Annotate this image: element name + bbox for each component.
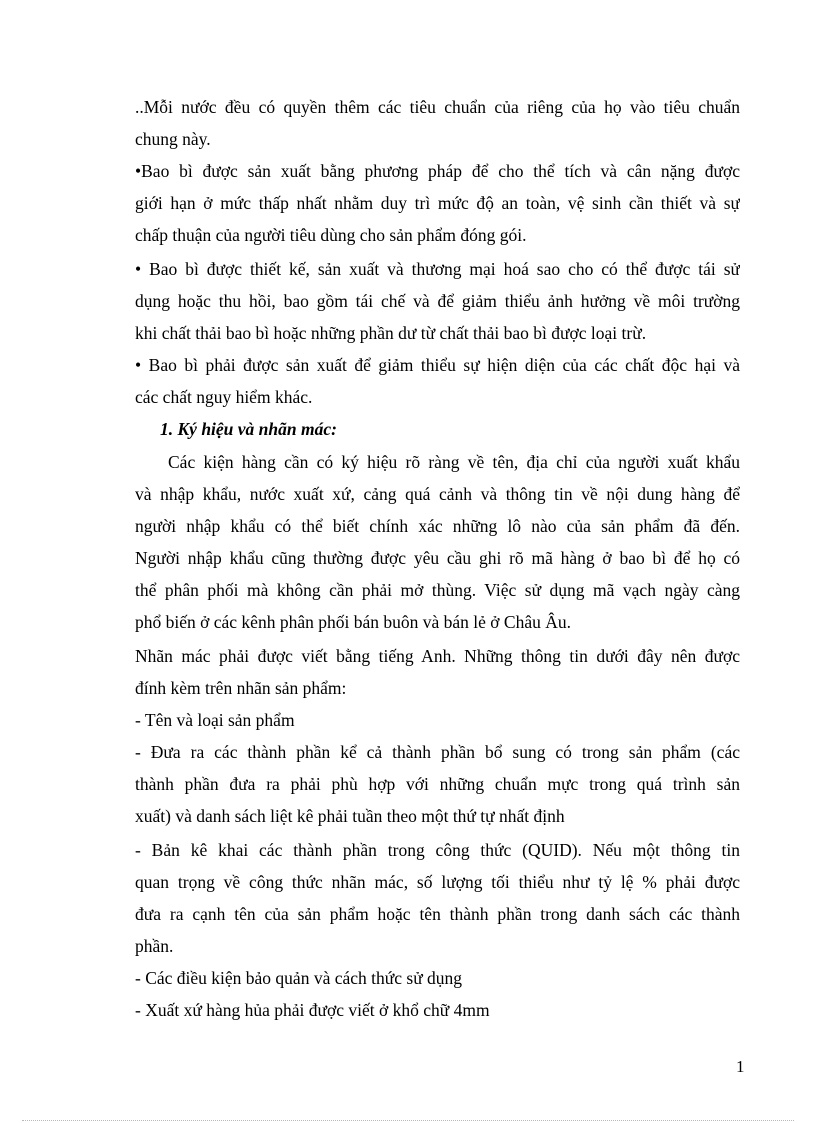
list-item: - Tên và loại sản phẩm (135, 710, 295, 730)
text-line: dụng hoặc thu hồi, bao gồm tái chế và để giảm thiểu ảnh hưởng về môi trường (135, 291, 740, 311)
text-line: người nhập khẩu có thể biết chính xác những lô nào của sản phẩm đã đến. (135, 516, 740, 536)
text-line: thành phần đưa ra phải phù hợp với những chuẩn mực trong quá trình sản (135, 774, 740, 794)
text-line: xuất) và danh sách liệt kê phải tuần theo một thứ tự nhất định (135, 806, 565, 826)
text-line: chấp thuận của người tiêu dùng cho sản phẩm đóng gói. (135, 225, 527, 245)
text-line: Các kiện hàng cần có ký hiệu rõ ràng về tên, địa chỉ của người xuất khẩu (168, 452, 740, 472)
page-number: 1 (736, 1057, 745, 1076)
list-item: - Xuất xứ hàng hủa phải được viết ở khổ chữ 4mm (135, 1000, 490, 1020)
section-heading: 1. Ký hiệu và nhãn mác: (160, 419, 337, 439)
text-line: Nhãn mác phải được viết bằng tiếng Anh. Những thông tin dưới đây nên được (135, 646, 740, 666)
text-line: khi chất thải bao bì hoặc những phần dư từ chất thải bao bì được loại trừ. (135, 323, 647, 343)
list-item: - Các điều kiện bảo quản và cách thức sử dụng (135, 968, 463, 988)
text-line: phần. (135, 936, 174, 956)
text-line: và nhập khẩu, nước xuất xứ, cảng quá cảnh và thông tin về nội dung hàng để (135, 484, 740, 504)
text-line: phổ biến ở các kênh phân phối bán buôn và bán lẻ ở Châu Âu. (135, 612, 571, 632)
text-line: đưa ra cạnh tên của sản phẩm hoặc tên thành phần trong danh sách các thành (135, 904, 740, 924)
text-line: thể phân phối mà không cần phải mở thùng. Việc sử dụng mã vạch ngày càng (135, 580, 740, 600)
text-line: chung này. (135, 129, 211, 149)
text-line: quan trọng về công thức nhãn mác, số lượng tối thiểu như tỷ lệ % phải được (135, 872, 740, 892)
text-line: •Bao bì được sản xuất bằng phương pháp để cho thể tích và cân nặng được (135, 161, 740, 181)
text-line: Người nhập khẩu cũng thường được yêu cầu ghi rõ mã hàng ở bao bì để họ có (135, 548, 740, 568)
text-line: • Bao bì được thiết kế, sản xuất và thương mại hoá sao cho có thể được tái sử (135, 259, 740, 279)
text-line: • Bao bì phải được sản xuất để giảm thiểu sự hiện diện của các chất độc hại và (135, 355, 740, 375)
page-bottom-divider (22, 1120, 794, 1121)
text-line: đính kèm trên nhãn sản phẩm: (135, 678, 347, 698)
text-line: giới hạn ở mức thấp nhất nhằm duy trì mức độ an toàn, vệ sinh cần thiết và sự (135, 193, 740, 213)
list-item: - Bản kê khai các thành phần trong công thức (QUID). Nếu một thông tin (135, 840, 740, 860)
list-item: - Đưa ra các thành phần kể cả thành phần bổ sung có trong sản phẩm (các (135, 742, 740, 762)
text-line: các chất nguy hiểm khác. (135, 387, 313, 407)
text-line: ..Mỗi nước đều có quyền thêm các tiêu chuẩn của riêng của họ vào tiêu chuẩn (135, 97, 740, 117)
